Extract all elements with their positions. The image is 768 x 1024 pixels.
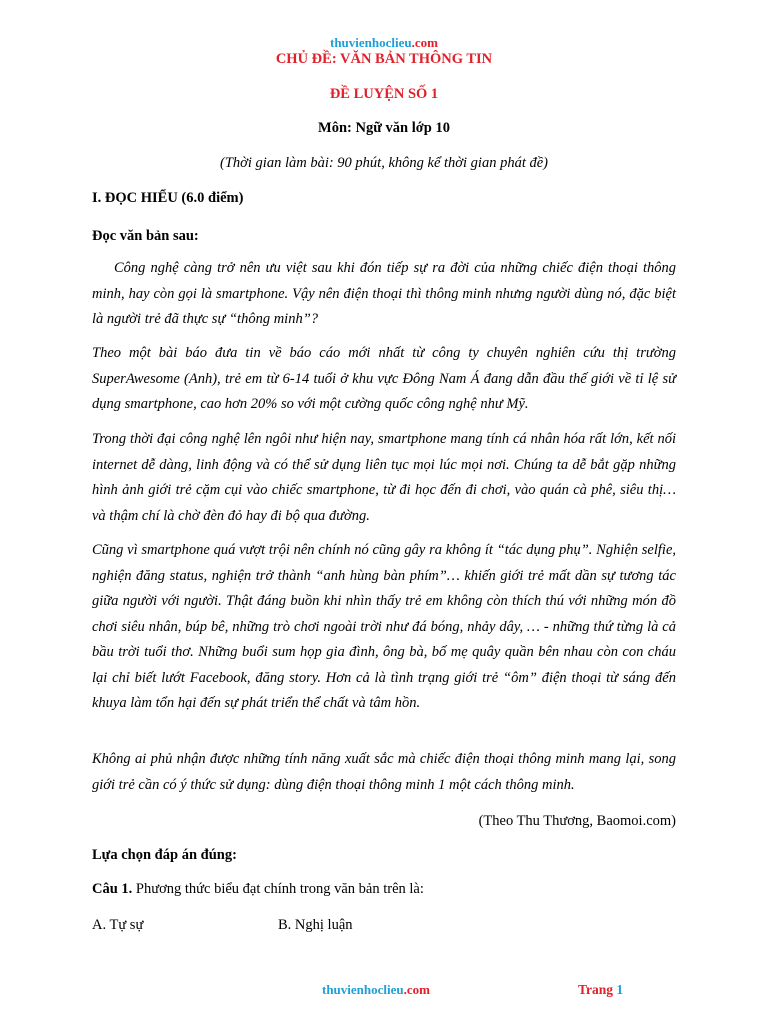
header-site-name (0, 35, 768, 51)
passage-paragraph-5: Không ai phủ nhận được những tính năng xuất sắc mà chiếc điện thoại thông minh mang lại, song giới trẻ cần có ý thức sử dụng: dùng điện thoại thông minh 1 một cách thông minh. (92, 751, 676, 793)
subject-line: Môn: Ngữ văn lớp 10 (318, 120, 450, 136)
footer-site-part2: .com (403, 982, 430, 997)
time-note: (Thời gian làm bài: 90 phút, không kể thời gian phát đề) (220, 155, 548, 171)
page-label: Trang (578, 982, 617, 997)
option-b: B. Nghị luận (278, 917, 353, 933)
choose-heading: Lựa chọn đáp án đúng: (92, 847, 237, 863)
question-1 (92, 881, 424, 898)
option-a: A. Tự sự (92, 917, 144, 933)
question-1-label: Câu 1. (92, 881, 133, 897)
topic-title: CHỦ ĐỀ: VĂN BẢN THÔNG TIN (275, 51, 493, 67)
site-name-part2: .com (411, 35, 438, 50)
passage-paragraph-1: Công nghệ càng trở nên ưu việt sau khi đón tiếp sự ra đời của những chiếc điện thoại thông minh, hay còn gọi là smartphone. Vậy nên điện thoại thì thông minh nhưng người dùng nó, đặc biệt là người trẻ đã thực sự “thông minh”? (92, 260, 676, 327)
section-heading: I. ĐỌC HIỂU (6.0 điểm) (92, 190, 244, 206)
page-number (578, 982, 623, 998)
passage-paragraph-4: Cũng vì smartphone quá vượt trội nên chính nó cũng gây ra không ít “tác dụng phụ”. Nghiện selfie, nghiện đăng status, nghiện trở thành “anh hùng bàn phím”… khiến giới trẻ mất dần sự tương tác giữa người với người. Thật đáng buồn khi nhìn thấy trẻ em không còn thích thú với những món đồ chơi siêu nhân, búp bê, những trò chơi ngoài trời như đá bóng, nhảy dây, … - những thứ từng là cả bầu trời tuổi thơ. Những buổi sum họp gia đình, ông bà, bố mẹ quây quần bên nhau còn con cháu lại chỉ biết lướt Facebook, đăng story. Hơn cả là tình trạng giới trẻ “ôm” điện thoại từ sáng đến khuya làm tổn hại đến sự phát triển thể chất và tâm hồn. (92, 542, 676, 711)
page-number-value: 1 (616, 982, 624, 997)
site-name-part1: thuvienhoclieu (330, 35, 412, 50)
passage-paragraph-3: Trong thời đại công nghệ lên ngôi như hiện nay, smartphone mang tính cá nhân hóa rất lớn, kết nối internet dễ dàng, linh động và có thể sử dụng liên tục mọi lúc mọi nơi. Chúng ta dễ bắt gặp những hình ảnh giới trẻ cặm cụi vào chiếc smartphone, từ đi học đến đi chơi, vào quán cà phê, siêu thị… và thậm chí là chờ đèn đỏ hay đi bộ qua đường. (92, 431, 676, 524)
question-1-text: Phương thức biểu đạt chính trong văn bản trên là: (132, 881, 424, 897)
passage-source: (Theo Thu Thương, Baomoi.com) (478, 813, 676, 829)
exam-title: ĐỀ LUYỆN SỐ 1 (329, 86, 439, 102)
reading-instruction: Đọc văn bản sau: (92, 228, 199, 244)
footer-site-name (322, 982, 430, 998)
passage-paragraph-2: Theo một bài báo đưa tin về báo cáo mới nhất từ công ty chuyên nghiên cứu thị trường SuperAwesome (Anh), trẻ em từ 6-14 tuổi ở khu vực Đông Nam Á đang dẫn đầu thế giới về tỉ lệ sử dụng smartphone, cao hơn 20% so với một cường quốc công nghệ như Mỹ. (92, 345, 676, 412)
footer-site-part1: thuvienhoclieu (322, 982, 404, 997)
